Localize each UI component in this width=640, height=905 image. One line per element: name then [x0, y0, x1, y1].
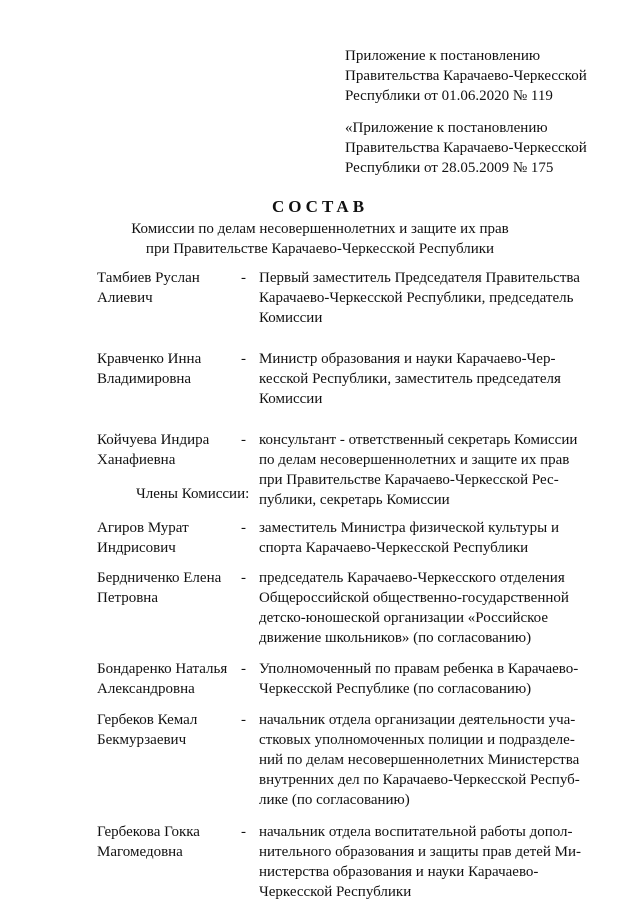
appendix-original-decree — [345, 118, 625, 178]
appendix-current-decree — [345, 46, 625, 106]
member-name: Тамбиев Руслан Алиевич — [97, 270, 200, 306]
member-role: заместитель Министра физической культуры и спорта Карачаево-Черкесской Республики — [259, 520, 559, 556]
dash-separator: - — [241, 570, 246, 586]
member-name: Бондаренко Наталья Александровна — [97, 661, 228, 697]
members-heading: Члены Комиссии: — [136, 486, 250, 502]
member-entry — [97, 518, 607, 558]
member-entry — [97, 268, 607, 328]
member-role: консультант - ответственный секретарь Комиссии по делам несовершеннолетних и защите их прав при Правительстве Карачаево-Черкесской Рес- публики, секретарь Комиссии — [259, 432, 578, 508]
appendix-line: Правительства Карачаево-Черкесской — [345, 140, 587, 156]
commission-list — [97, 268, 607, 510]
member-role: Первый заместитель Председателя Правительства Карачаево-Черкесской Республики, председатель Комиссии — [259, 270, 580, 326]
member-entry — [97, 822, 607, 902]
member-role: начальник отдела воспитательной работы допол- нительного образования и защиты прав детей Ми- нистерства образования и науки Карачаево- Черкесской Республики — [259, 824, 582, 900]
document-title: СОСТАВ — [271, 197, 369, 216]
member-name: Койчуева Индира Ханафиевна — [97, 432, 210, 468]
dash-separator: - — [241, 824, 246, 840]
members-list — [97, 518, 607, 902]
appendix-header — [345, 46, 625, 190]
dash-separator: - — [241, 351, 246, 367]
subtitle-line: Комиссии по делам несовершеннолетних и защите их прав — [131, 221, 509, 237]
member-role: председатель Карачаево-Черкесского отделения Общероссийской общественно-государственной детско-юношеской организации «Российское движение школьников» (по согласованию) — [259, 570, 569, 646]
member-name: Гербеков Кемал Бекмурзаевич — [97, 712, 198, 748]
member-entry — [97, 568, 607, 648]
appendix-line: Республики от 28.05.2009 № 175 — [345, 160, 554, 176]
dash-separator: - — [241, 520, 246, 536]
document-subtitle — [0, 219, 640, 259]
dash-separator: - — [241, 270, 246, 286]
appendix-line: «Приложение к постановлению — [345, 120, 548, 136]
appendix-line: Правительства Карачаево-Черкесской — [345, 68, 587, 84]
member-entry — [97, 659, 607, 699]
member-name: Агиров Мурат Индрисович — [97, 520, 189, 556]
member-entry — [97, 349, 607, 409]
member-name: Бердниченко Елена Петровна — [97, 570, 222, 606]
member-name: Кравченко Инна Владимировна — [97, 351, 202, 387]
member-role: Министр образования и науки Карачаево-Чер- кесской Республики, заместитель председателя Комиссии — [259, 351, 561, 407]
dash-separator: - — [241, 712, 246, 728]
member-entry — [97, 710, 607, 810]
member-role: начальник отдела организации деятельности уча- стковых уполномоченных полиции и подразделе- ний по делам несовершеннолетних Министерства внутренних дел по Карачаево-Черкесской Респуб- лике (по согласованию) — [259, 712, 580, 808]
appendix-line: Приложение к постановлению — [345, 48, 541, 64]
dash-separator: - — [241, 432, 246, 448]
member-name: Гербекова Гокка Магомедовна — [97, 824, 200, 860]
dash-separator: - — [241, 661, 246, 677]
subtitle-line: при Правительстве Карачаево-Черкесской Республики — [145, 241, 495, 257]
appendix-line: Республики от 01.06.2020 № 119 — [345, 88, 553, 104]
member-role: Уполномоченный по правам ребенка в Карачаево- Черкесской Республике (по согласованию) — [259, 661, 579, 697]
